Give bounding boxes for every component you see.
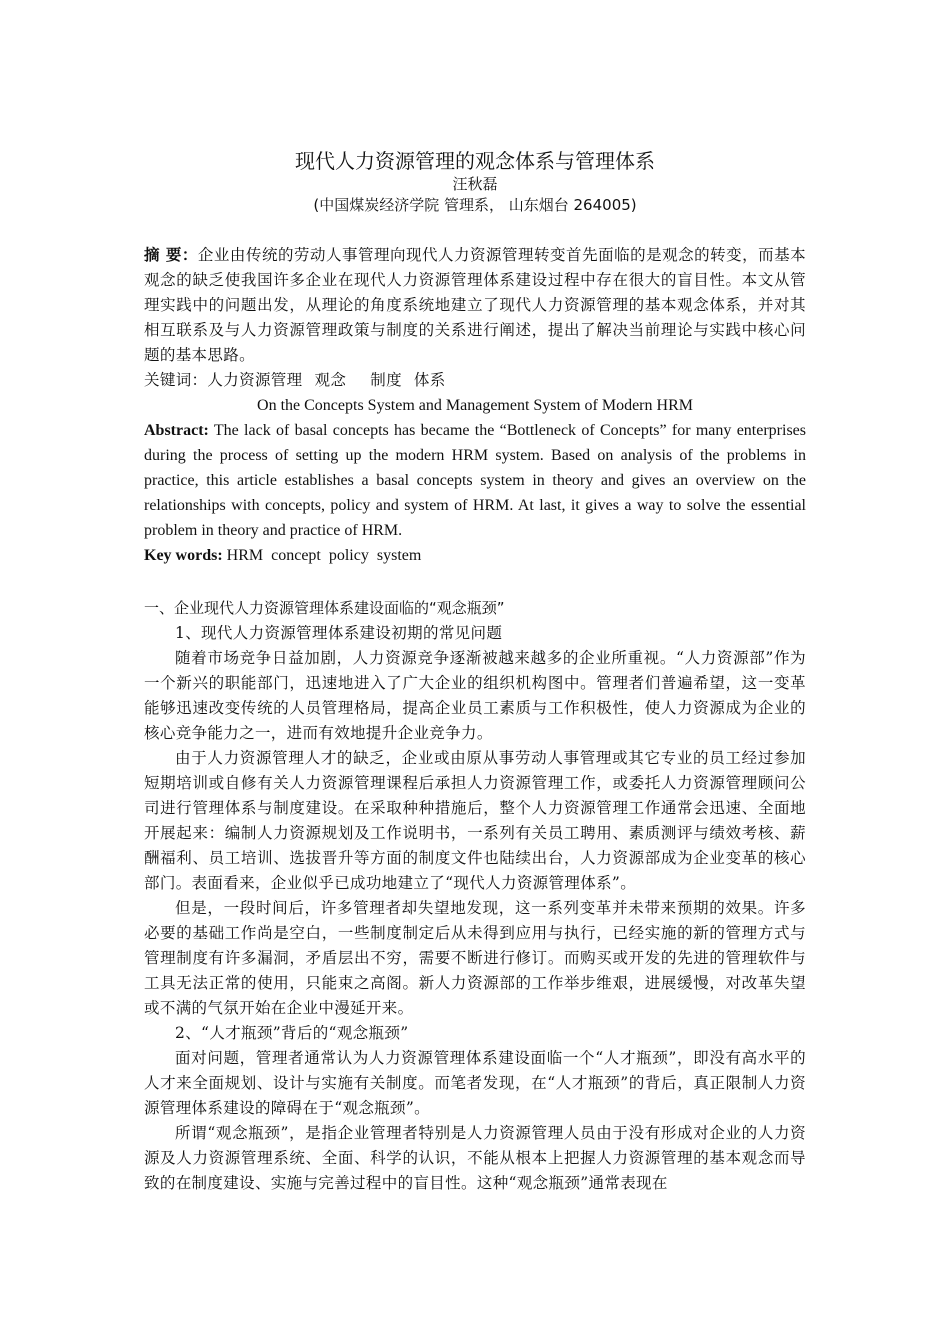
- body-paragraph: 随着市场竞争日益加剧，人力资源竞争逐渐被越来越多的企业所重视。“人力资源部”作为一个新兴的职能部门，迅速地进入了广大企业的组织机构图中。管理者们普遍希望，这一变革能够迅速改变传统的人员管理格局，提高企业员工素质与工作积极性，使人力资源成为企业的核心竞争能力之一，进而有效地提升企业竞争力。: [144, 649, 806, 742]
- body-paragraph: 所谓“观念瓶颈”，是指企业管理者特别是人力资源管理人员由于没有形成对企业的人力资源及人力资源管理系统、全面、科学的认识，不能从根本上把握人力资源管理的基本观念而导致的在制度建设、实施与完善过程中的盲目性。这种“观念瓶颈”通常表现在: [144, 1124, 806, 1192]
- body-paragraph: 由于人力资源管理人才的缺乏，企业或由原从事劳动人事管理或其它专业的员工经过参加短期培训或自修有关人力资源管理课程后承担人力资源管理工作，或委托人力资源管理顾问公司进行管理体系与制度建设。在采取种种措施后，整个人力资源管理工作通常会迅速、全面地开展起来：编制人力资源规划及工作说明书，一系列有关员工聘用、素质测评与绩效考核、薪酬福利、员工培训、选拔晋升等方面的制度文件也陆续出台，人力资源部成为企业变革的核心部门。表面看来，企业似乎已成功地建立了“现代人力资源管理体系”。: [144, 749, 806, 892]
- keyword-zh: 体系: [413, 371, 446, 389]
- affiliation: (中国煤炭经济学院 管理系， 山东烟台 264005): [313, 196, 637, 214]
- keyword-en: policy: [328, 547, 369, 564]
- body-paragraph: 面对问题，管理者通常认为人力资源管理体系建设面临一个“人才瓶颈”，即没有高水平的人才来全面规划、设计与实施有关制度。而笔者发现，在“人才瓶颈”的背后，真正限制人力资源管理体系建设的障碍在于“观念瓶颈”。: [144, 1049, 806, 1117]
- keywords-zh: [144, 368, 806, 393]
- document-page: [144, 148, 806, 1196]
- english-title: On the Concepts System and Management System of Modern HRM: [257, 397, 693, 414]
- keywords-en: [144, 543, 806, 568]
- abstract-zh-label: 摘 要：: [144, 245, 198, 264]
- keyword-zh: 制度: [370, 371, 402, 389]
- abstract-en: [144, 418, 806, 543]
- abstract-en-label: Abstract:: [144, 422, 209, 439]
- abstract-zh: [144, 242, 806, 368]
- subsection-heading: 1、现代人力资源管理体系建设初期的常见问题: [175, 624, 503, 642]
- keyword-en: HRM: [226, 547, 264, 564]
- abstract-zh-text: 企业由传统的劳动人事管理向现代人力资源管理转变首先面临的是观念的转变，而基本观念的缺乏使我国许多企业在现代人力资源管理体系建设过程中存在很大的盲目性。本文从管理实践中的问题出发，从理论的角度系统地建立了现代人力资源管理的基本观念体系，并对其相互联系及与人力资源管理政策与制度的关系进行阐述，提出了解决当前理论与实践中核心问题的基本思路。: [144, 246, 806, 364]
- subsection-heading: 2、“人才瓶颈”背后的“观念瓶颈”: [175, 1024, 409, 1042]
- author: 汪秋磊: [452, 175, 498, 193]
- keywords-en-label: Key words:: [144, 547, 223, 564]
- keyword-en: concept: [271, 547, 321, 564]
- keyword-en: system: [376, 547, 422, 564]
- section-heading: 一、企业现代人力资源管理体系建设面临的“观念瓶颈”: [144, 599, 505, 617]
- keyword-zh: 观念: [314, 371, 347, 389]
- abstract-en-text: The lack of basal concepts has became the “Bottleneck of Concepts” for many enterprises during the process of setting up the modern HRM system. Based on analysis of the problems in practice, this article establishes a basal concepts system in theory and gives an overview on the relationships with concepts, policy and system of HRM. At last, it gives a way to solve the essential problem in theory and practice of HRM.: [144, 422, 806, 539]
- body-paragraph: 但是，一段时间后，许多管理者却失望地发现，这一系列变革并未带来预期的效果。许多必要的基础工作尚是空白，一些制度制定后从未得到应用与执行，已经实施的新的管理方式与管理制度有许多漏洞，矛盾层出不穷，需要不断进行修订。而购买或开发的先进的管理软件与工具无法正常的使用，只能束之高阁。新人力资源部的工作举步维艰，进展缓慢，对改革失望或不满的气氛开始在企业中漫延开来。: [144, 899, 806, 1017]
- keywords-zh-label: 关键词：: [144, 371, 208, 389]
- paper-title: 现代人力资源管理的观念体系与管理体系: [295, 149, 655, 173]
- keyword-zh: 人力资源管理: [207, 371, 303, 389]
